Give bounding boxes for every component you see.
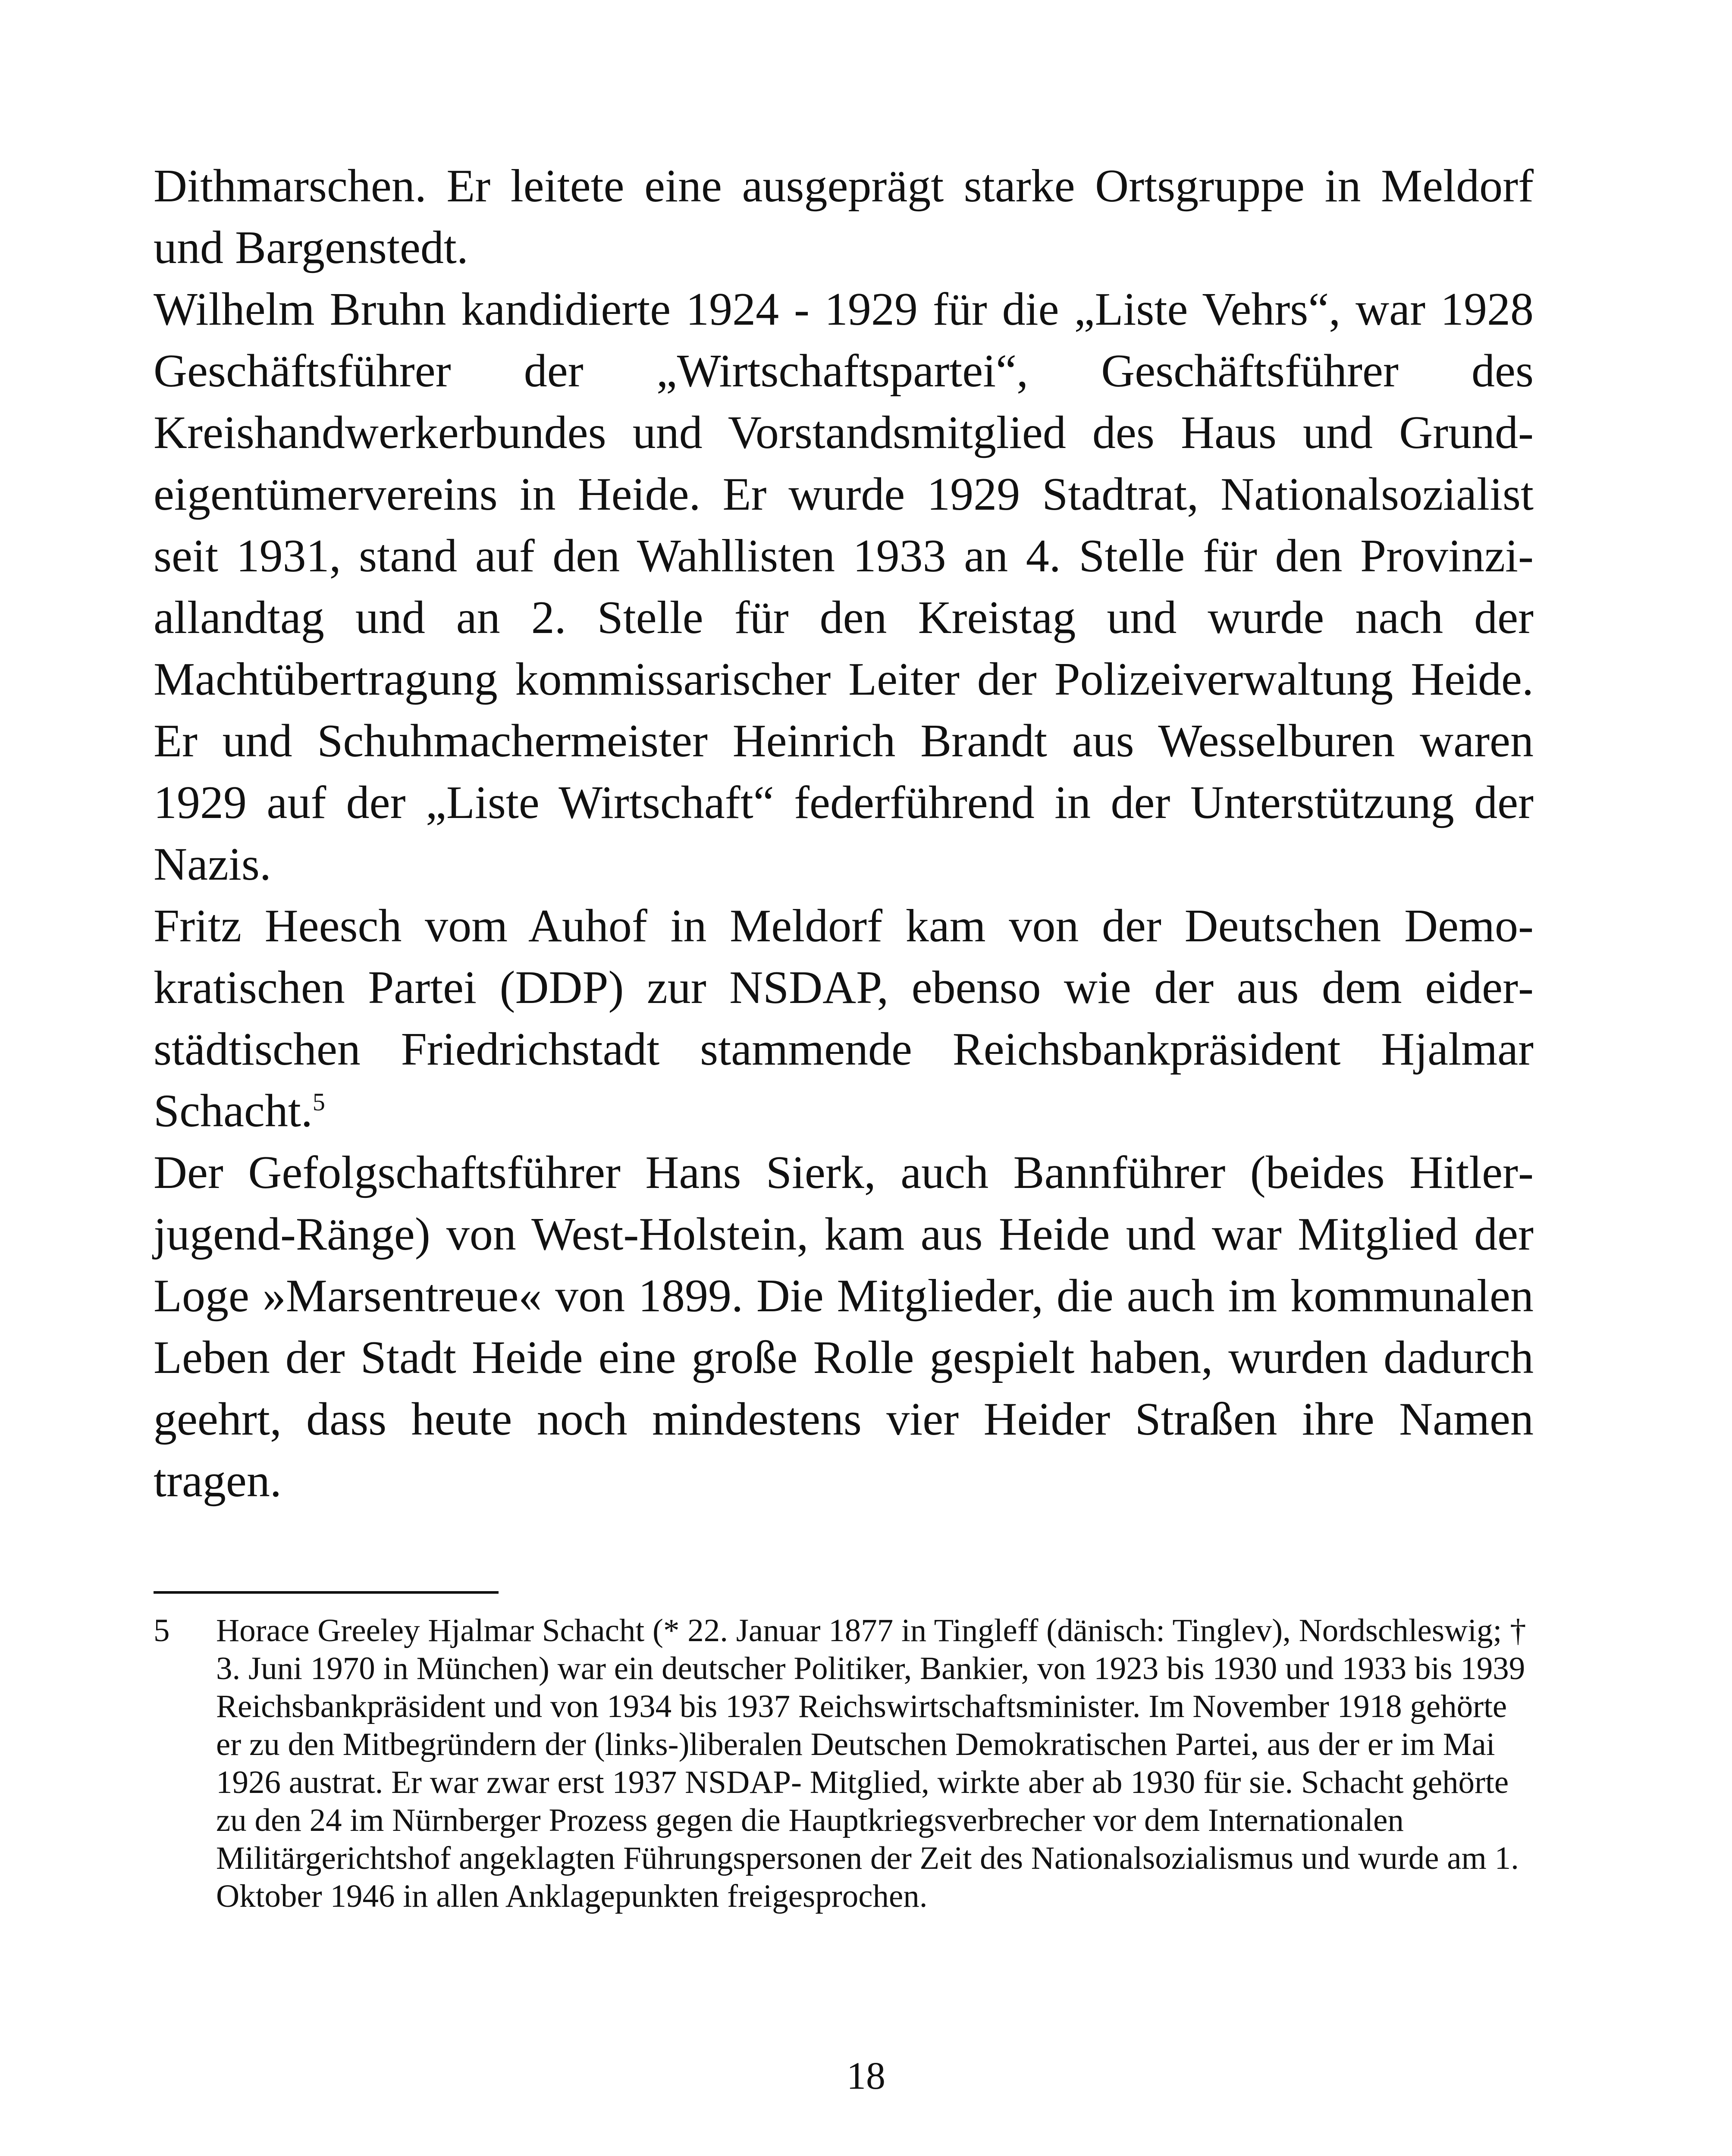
paragraph-fritz-heesch-text: Fritz Heesch vom Auhof in Meldorf kam von der Deutschen Demokratischen Partei (DDP) zur NSDAP, ebenso wie der aus dem eiderstädtischen Friedrichstadt stammende Reichsbankpräsident Hjalmar Schacht. — [154, 900, 1534, 1137]
paragraph-fritz-heesch — [154, 895, 1534, 1142]
paragraph-hans-sierk: Der Gefolgschaftsführer Hans Sierk, auch Bannführer (beides Hitlerjugend-Ränge) von West-Holstein, kam aus Heide und war Mitglied der Loge »Marsentreue« von 1899. Die Mitglieder, die auch im kommunalen Leben der Stadt Heide eine große Rolle gespielt haben, wurden dadurch geehrt, dass heute noch mindestens vier Heider Straßen ihre Namen tragen. — [154, 1147, 1534, 1507]
footnote — [154, 1612, 1534, 1915]
paragraph-dithmarschen: Dithmarschen. Er leitete eine ausgeprägt starke Ortsgruppe in Meldorf und Bargenstedt. — [154, 160, 1534, 273]
paragraph-wilhelm-bruhn: Wilhelm Bruhn kandidierte 1924 - 1929 für die „Liste Vehrs“, war 1928 Geschäftsführer der „Wirtschaftspartei“, Geschäftsführer des Kreishandwerkerbundes und Vorstandsmitglied des Haus und Grundeigentümervereins in Heide. Er wurde 1929 Stadtrat, Nationalsozialist seit 1931, stand auf den Wahllisten 1933 an 4. Stelle für den Provinziallandtag und an 2. Stelle für den Kreistag und wurde nach der Machtübertragung kommissarischer Leiter der Polizeiverwaltung Heide. Er und Schuhmachermeister Heinrich Brandt aus Wesselburen waren 1929 auf der „Liste Wirtschaft“ federführend in der Unterstützung der Nazis. — [154, 284, 1534, 890]
page-number: 18 — [847, 2055, 885, 2097]
footnote-number: 5 — [154, 1613, 170, 1648]
page-body — [154, 155, 1534, 1512]
main-text — [154, 155, 1534, 1512]
footnote-reference[interactable]: 5 — [312, 1088, 325, 1116]
footnote-text: Horace Greeley Hjalmar Schacht (* 22. Januar 1877 in Tingleff (dänisch: Tinglev), Nordschleswig; † 3. Juni 1970 in München) war ein deutscher Politiker, Bankier, von 1923 bis 1930 und 1933 bis 1939 Reichsbankpräsident und von 1934 bis 1937 Reichswirtschaftsminister. Im November 1918 gehörte er zu den Mitbegründern der (links-)liberalen Deutschen Demokratischen Partei, aus der er im Mai 1926 austrat. Er war zwar erst 1937 NSDAP- Mitglied, wirkte aber ab 1930 für sie. Schacht gehörte zu den 24 im Nürnberger Prozess gegen die Hauptkriegsverbrecher vor dem Internationalen Militärgerichtshof angeklagten Führungspersonen der Zeit des Nationalsozialismus und wurde am 1. Oktober 1946 in allen Anklagepunkten freigesprochen. — [216, 1613, 1526, 1914]
footnote-separator — [154, 1591, 499, 1594]
